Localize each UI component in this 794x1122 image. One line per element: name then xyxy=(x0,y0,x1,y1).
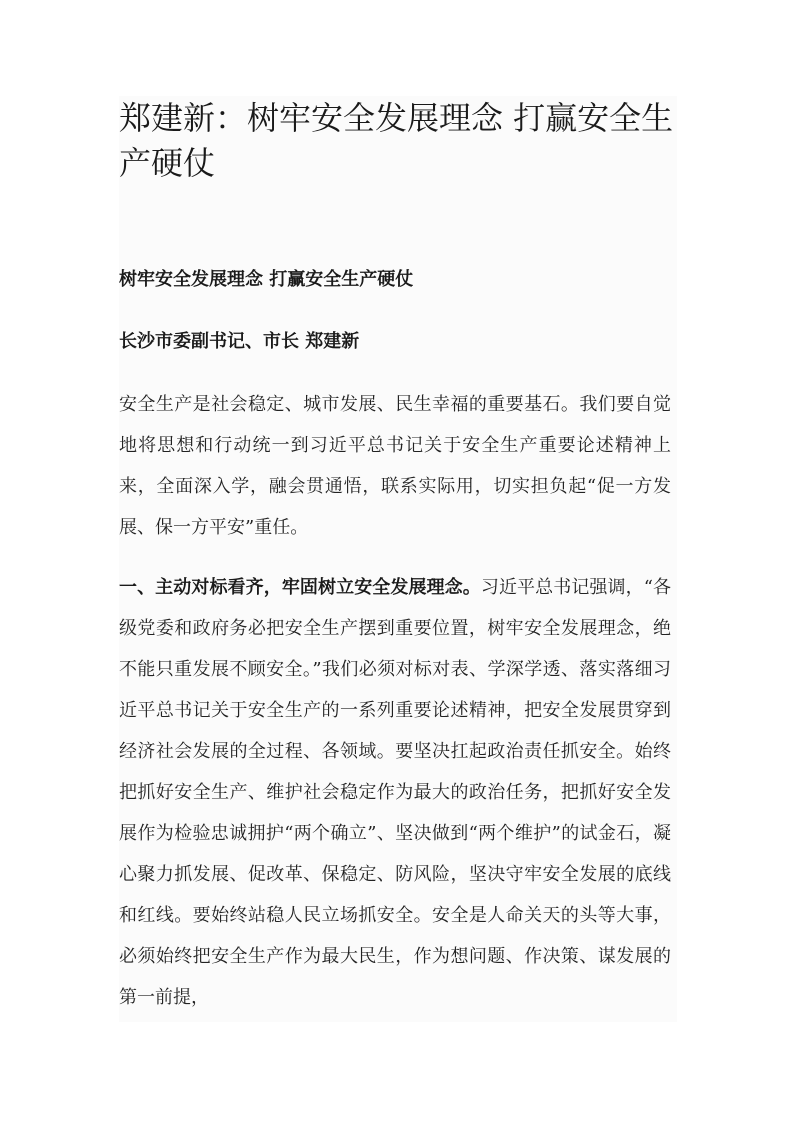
paragraph-section-one xyxy=(119,567,671,1018)
article-byline: 长沙市委副书记、市长 郑建新 xyxy=(119,331,360,352)
article xyxy=(119,96,677,1022)
section-one-heading: 一、主动对标看齐，牢固树立安全发展理念。 xyxy=(119,577,481,598)
article-subtitle: 树牢安全发展理念 打赢安全生产硬仗 xyxy=(119,269,414,290)
section-one-body: 习近平总书记强调，“各级党委和政府务必把安全生产摆到重要位置，树牢安全发展理念，绝不能只重发展不顾安全。”我们必须对标对表、学深学透、落实落细习近平总书记关于安全生产的一系列重要论述精神，把安全发展贯穿到经济社会发展的全过程、各领域。要坚决扛起政治责任抓安全。始终把抓好安全生产、维护社会稳定作为最大的政治任务，把抓好安全发展作为检验忠诚拥护“两个确立”、坚决做到“两个维护”的试金石，凝心聚力抓发展、促改革、保稳定、防风险，坚决守牢安全发展的底线和红线。要始终站稳人民立场抓安全。安全是人命关天的头等大事，必须始终把安全生产作为最大民生，作为想问题、作决策、谋发展的第一前提， xyxy=(119,577,672,1008)
paragraph-intro: 安全生产是社会稳定、城市发展、民生幸福的重要基石。我们要自觉地将思想和行动统一到习近平总书记关于安全生产重要论述精神上来，全面深入学，融会贯通悟，联系实际用，切实担负起“促一方发展、保一方平安”重任。 xyxy=(119,394,671,538)
article-title: 郑建新：树牢安全发展理念 打赢安全生产硬仗 xyxy=(119,99,674,182)
